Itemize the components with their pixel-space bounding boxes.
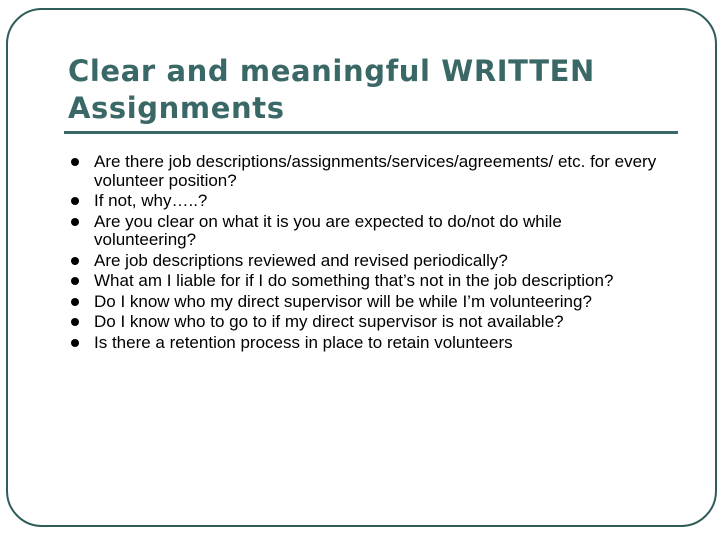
bullet-text: Do I know who my direct supervisor will be while I’m volunteering? xyxy=(94,291,592,311)
slide-title-line-2: Assignments xyxy=(68,91,285,125)
bullet-text: Are you clear on what it is you are expected to do/not do while volunteering? xyxy=(94,211,562,249)
bullet-text: Is there a retention process in place to retain volunteers xyxy=(94,332,513,352)
bullet-item xyxy=(0,252,728,271)
bullet-dot-icon xyxy=(71,298,79,306)
bullet-dot-icon xyxy=(71,257,79,265)
bullet-item xyxy=(0,293,728,312)
bullet-list xyxy=(0,153,728,354)
title-divider xyxy=(64,131,678,134)
bullet-text: Do I know who to go to if my direct supervisor is not available? xyxy=(94,312,564,331)
bullet-dot-icon xyxy=(71,339,79,347)
bullet-text: If not, why…..? xyxy=(94,191,208,210)
bullet-item xyxy=(0,334,728,353)
bullet-dot-icon xyxy=(71,197,79,205)
bullet-dot-icon xyxy=(71,318,79,326)
bullet-text: Are job descriptions reviewed and revised periodically? xyxy=(94,250,508,270)
slide-title xyxy=(68,53,688,127)
bullet-text: What am I liable for if I do something that’s not in the job description? xyxy=(94,271,614,290)
bullet-item xyxy=(0,192,728,211)
bullet-item xyxy=(0,313,728,332)
bullet-item xyxy=(0,213,728,250)
slide-title-line-1: Clear and meaningful WRITTEN xyxy=(68,54,595,88)
bullet-dot-icon xyxy=(71,277,79,285)
bullet-dot-icon xyxy=(71,218,79,226)
bullet-dot-icon xyxy=(71,158,79,166)
bullet-text: Are there job descriptions/assignments/services/agreements/ etc. for every volunteer position? xyxy=(94,152,657,190)
bullet-item xyxy=(0,272,728,291)
bullet-item xyxy=(0,153,728,190)
